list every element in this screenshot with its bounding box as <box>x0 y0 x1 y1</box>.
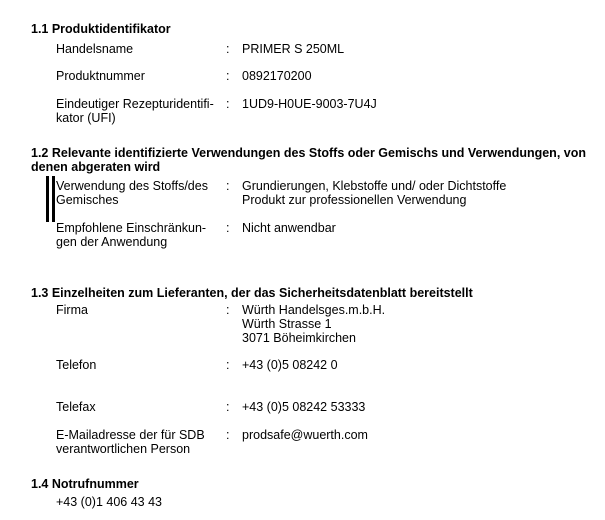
separator-colon: : <box>226 400 230 414</box>
email-value: prodsafe@wuerth.com <box>242 428 368 442</box>
trade-name-label: Handelsname <box>56 42 134 56</box>
use-label-line1: Verwendung des Stoffs/des <box>56 179 208 193</box>
separator-colon: : <box>226 221 230 235</box>
separator-colon: : <box>226 179 230 193</box>
company-city: 3071 Böheimkirchen <box>242 331 356 345</box>
section-1-2-heading-line2: denen abgeraten wird <box>31 160 161 174</box>
separator-colon: : <box>226 42 230 56</box>
separator-colon: : <box>226 97 230 111</box>
phone-label: Telefon <box>56 358 97 372</box>
section-1-2-heading-line1: 1.2 Relevante identifizierte Verwendungen des Stoffs oder Gemischs und Verwendungen, von <box>31 146 586 160</box>
product-number-value: 0892170200 <box>242 69 312 83</box>
company-street: Würth Strasse 1 <box>242 317 332 331</box>
separator-colon: : <box>226 428 230 442</box>
change-bar <box>52 176 55 222</box>
separator-colon: : <box>226 358 230 372</box>
use-value-line1: Grundierungen, Klebstoffe und/ oder Dichtstoffe <box>242 179 507 193</box>
separator-colon: : <box>226 303 230 317</box>
email-label-line1: E-Mailadresse der für SDB <box>56 428 205 442</box>
ufi-label-line2: kator (UFI) <box>56 111 116 125</box>
ufi-label-line1: Eindeutiger Rezepturidentifi- <box>56 97 214 111</box>
restrictions-label-line1: Empfohlene Einschränkun- <box>56 221 207 235</box>
trade-name-value: PRIMER S 250ML <box>242 42 345 56</box>
separator-colon: : <box>226 69 230 83</box>
change-bar <box>46 176 49 222</box>
email-label-line2: verantwortlichen Person <box>56 442 191 456</box>
ufi-value: 1UD9-H0UE-9003-7U4J <box>242 97 377 111</box>
section-1-3-heading: 1.3 Einzelheiten zum Lieferanten, der das Sicherheitsdatenblatt bereitstellt <box>31 286 473 300</box>
restrictions-label-line2: gen der Anwendung <box>56 235 168 249</box>
fax-value: +43 (0)5 08242 53333 <box>242 400 366 414</box>
fax-label: Telefax <box>56 400 96 414</box>
emergency-number: +43 (0)1 406 43 43 <box>56 495 162 509</box>
company-name: Würth Handelsges.m.b.H. <box>242 303 386 317</box>
use-label-line2: Gemisches <box>56 193 119 207</box>
restrictions-value: Nicht anwendbar <box>242 221 336 235</box>
section-1-4-heading: 1.4 Notrufnummer <box>31 477 139 491</box>
use-value-line2: Produkt zur professionellen Verwendung <box>242 193 467 207</box>
product-number-label: Produktnummer <box>56 69 145 83</box>
company-label: Firma <box>56 303 88 317</box>
section-1-1-heading: 1.1 Produktidentifikator <box>31 22 171 36</box>
phone-value: +43 (0)5 08242 0 <box>242 358 338 372</box>
